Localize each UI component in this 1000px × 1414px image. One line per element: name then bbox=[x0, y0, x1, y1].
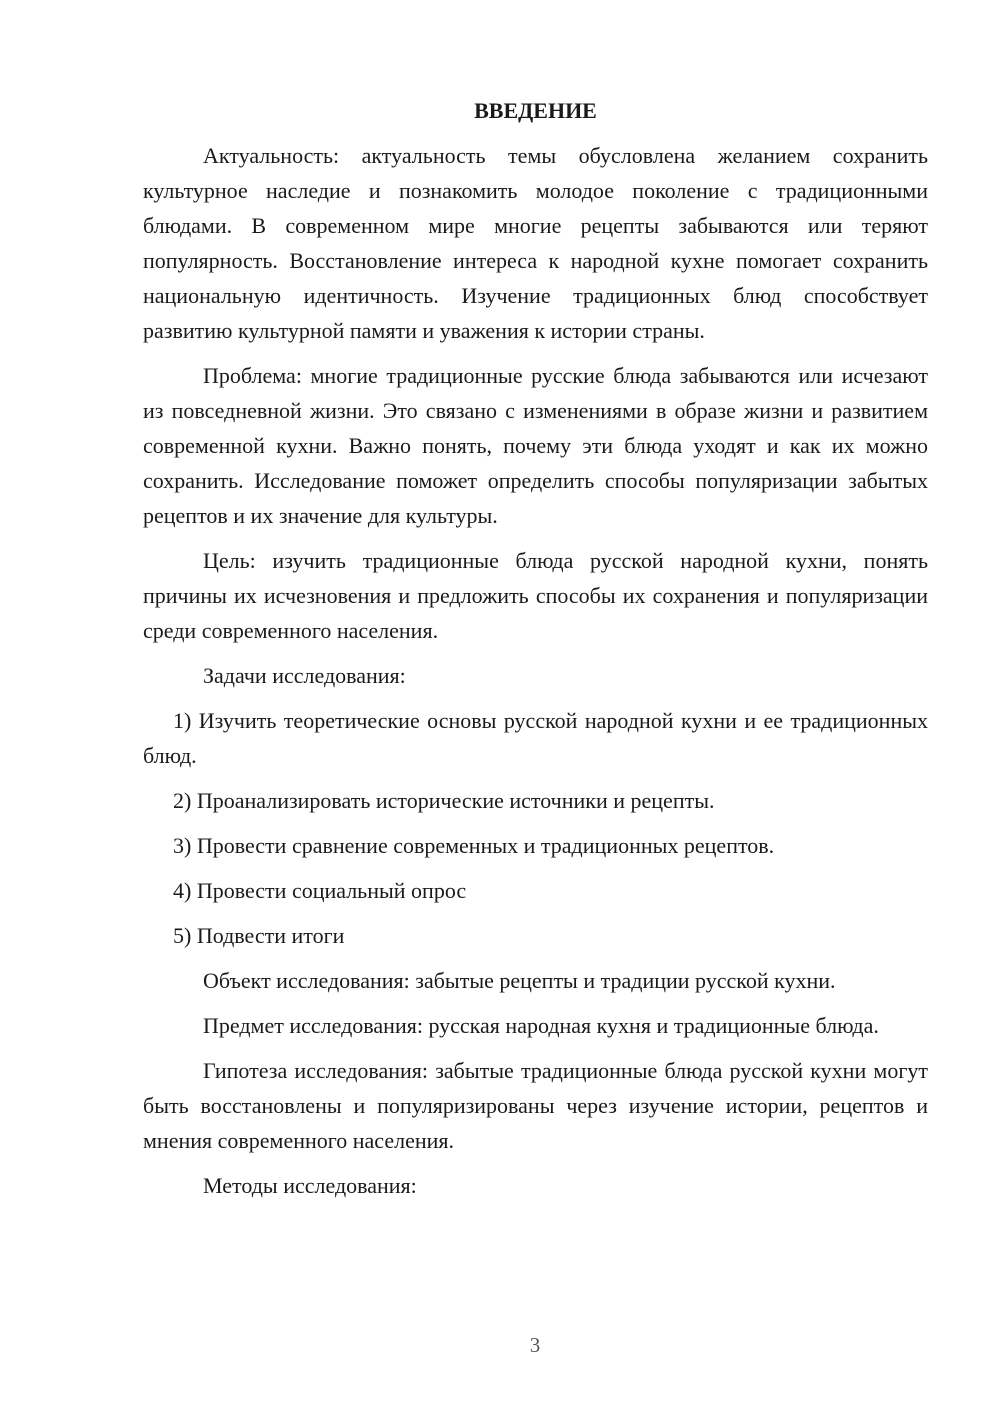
page-title: ВВЕДЕНИЕ bbox=[474, 98, 597, 123]
methods-heading: Методы исследования: bbox=[203, 1173, 417, 1198]
task-item-5: 5) Подвести итоги bbox=[173, 923, 345, 948]
task-item-1: 1) Изучить теоретические основы русской народной кухни и ее традиционных блюд. bbox=[143, 708, 928, 768]
problem-paragraph: Проблема: многие традиционные русские блюда забываются или исчезают из повседневной жизни. Это связано с изменениями в образе жизни и развитием современной кухни. Важно понять, почему эти блюда уходят и как их можно сохранить. Исследование поможет определить способы популяризации забытых рецептов и их значение для культуры. bbox=[143, 363, 928, 528]
tasks-heading: Задачи исследования: bbox=[203, 663, 406, 688]
document-page bbox=[143, 96, 928, 1213]
page-number: 3 bbox=[529, 1333, 541, 1357]
goal-paragraph: Цель: изучить традиционные блюда русской народной кухни, понять причины их исчезновения и предложить способы их сохранения и популяризации среди современного населения. bbox=[143, 548, 928, 643]
task-item-3: 3) Провести сравнение современных и традиционных рецептов. bbox=[173, 833, 775, 858]
subject-paragraph: Предмет исследования: русская народная кухня и традиционные блюда. bbox=[203, 1013, 879, 1038]
relevance-paragraph: Актуальность: актуальность темы обусловлена желанием сохранить культурное наследие и познакомить молодое поколение с традиционными блюдами. В современном мире многие рецепты забываются или теряют популярность. Восстановление интереса к народной кухне помогает сохранить национальную идентичность. Изучение традиционных блюд способствует развитию культурной памяти и уважения к истории страны. bbox=[143, 143, 928, 343]
object-paragraph: Объект исследования: забытые рецепты и традиции русской кухни. bbox=[203, 968, 836, 993]
task-item-4: 4) Провести социальный опрос bbox=[173, 878, 467, 903]
task-item-2: 2) Проанализировать исторические источники и рецепты. bbox=[173, 788, 715, 813]
hypothesis-paragraph: Гипотеза исследования: забытые традиционные блюда русской кухни могут быть восстановлены и популяризированы через изучение истории, рецептов и мнения современного населения. bbox=[143, 1058, 928, 1153]
